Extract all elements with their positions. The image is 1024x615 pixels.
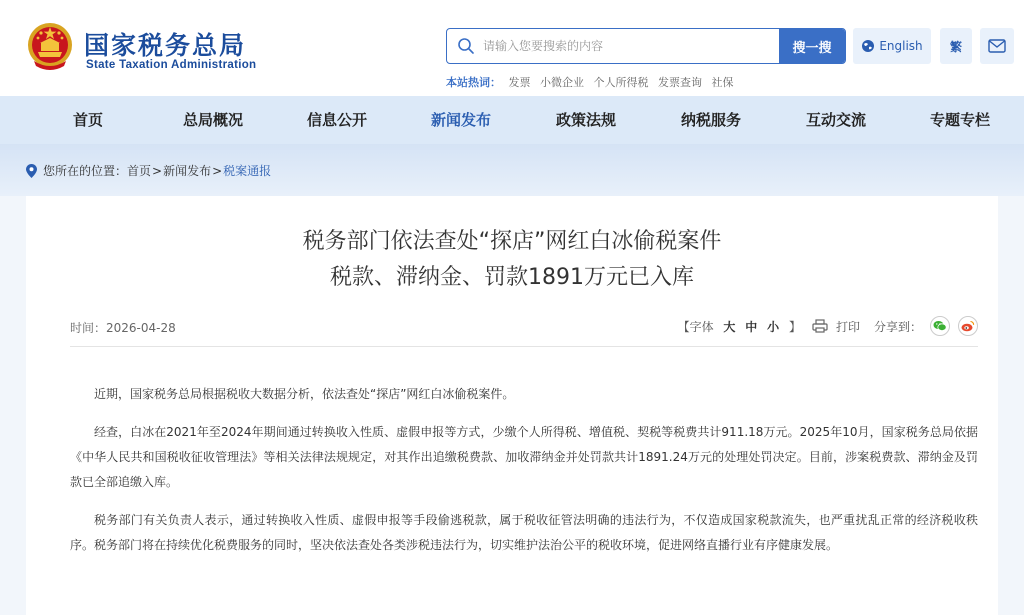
article-title-line1: 税务部门依法查处“探店”网红白冰偷税案件 [302,229,722,254]
breadcrumb [26,162,271,179]
article-title [26,224,998,296]
hot-keyword-link[interactable]: 发票 [508,76,531,89]
search-button[interactable]: 搜一搜 [779,29,845,63]
hot-keyword-link[interactable]: 发票查询 [658,76,702,89]
article-paragraph: 税务部门有关负责人表示，通过转换收入性质、虚假申报等手段偷逃税款，属于税收征管法明确的违法行为，不仅造成国家税款流失，也严重扰乱正常的经济税收秩序。税务部门将在持续优化税费服务的同时，坚决依法查处各类涉税违法行为，切实维护法治公平的税收环境，促进网络直播行业有序健康发展。 [70,513,978,552]
hot-keyword-link[interactable]: 社保 [711,76,734,89]
publish-time-label: 时间： [70,321,107,335]
font-size-label: 【字体 [677,319,714,334]
search-input[interactable] [483,29,777,63]
site-name-english[interactable]: State Taxation Administration [86,59,257,71]
hot-keyword-link[interactable]: 个人所得税 [593,76,649,89]
nav-item-overview[interactable]: 总局概况 [182,111,243,129]
publish-time [70,319,176,336]
font-medium-button[interactable]: 中 [745,319,758,334]
mail-button[interactable] [980,28,1014,64]
globe-icon [861,39,875,53]
nav-item-news[interactable]: 新闻发布 [430,111,491,129]
breadcrumb-news[interactable]: 新闻发布 [163,164,212,178]
article-meta [70,316,978,336]
share-wechat-button[interactable] [930,316,950,336]
english-version-button[interactable] [853,28,931,64]
print-button[interactable]: 打印 [835,319,860,334]
share-weibo-button[interactable] [958,316,978,336]
breadcrumb-separator: > [152,163,163,178]
font-size-control [675,318,804,335]
meta-divider [70,346,978,347]
english-label: English [879,39,923,53]
search-icon [457,37,475,55]
article-tools [675,316,978,336]
nav-item-interaction[interactable]: 互动交流 [805,111,866,129]
article-paragraph: 近期，国家税务总局根据税收大数据分析，依法查处“探店”网红白冰偷税案件。 [94,387,515,401]
nav-item-tax-service[interactable]: 纳税服务 [680,111,741,129]
hot-keywords-label: 本站热词： [446,76,501,89]
breadcrumb-bar [0,144,1024,196]
article-body [70,382,978,571]
hot-keyword-link[interactable]: 小微企业 [540,76,584,89]
nav-item-special-topics[interactable]: 专题专栏 [929,111,990,129]
breadcrumb-home[interactable]: 首页 [127,164,152,178]
weibo-icon [961,320,975,332]
font-size-bracket: 】 [788,319,801,334]
hot-keywords [446,74,740,90]
share-label: 分享到： [873,319,922,334]
nav-item-policies[interactable]: 政策法规 [555,111,616,129]
breadcrumb-separator: > [212,163,223,178]
nav-item-home[interactable]: 首页 [72,111,103,129]
wechat-icon [933,320,947,332]
font-small-button[interactable]: 小 [767,319,780,334]
search-box [446,28,846,64]
site-header [0,0,1024,96]
article-paragraph: 经查，白冰在2021年至2024年期间通过转换收入性质、虚假申报等方式，少缴个人所得税、增值税、契税等税费共计911.18万元。2025年10月，国家税务总局依据《中华人民共和国税收征收管理法》等相关法律法规规定，对其作出追缴税费款、加收滞纳金并处罚款共计1891.24万元的处理处罚决定。目前，涉案税费款、滞纳金及罚款已全部追缴入库。 [70,425,978,489]
printer-icon[interactable] [812,319,828,333]
mail-icon [988,39,1006,53]
font-large-button[interactable]: 大 [723,319,736,334]
breadcrumb-current[interactable]: 税案通报 [223,164,272,178]
site-name[interactable]: 国家税务总局 [84,31,247,60]
traditional-chinese-button[interactable]: 繁 [940,28,972,64]
main-navigation [0,96,1024,144]
article-title-line2: 税款、滞纳金、罚款1891万元已入库 [330,265,694,290]
national-emblem-icon[interactable] [26,19,74,73]
publish-time-value: 2026-04-28 [106,321,176,335]
breadcrumb-prefix: 您所在的位置： [43,164,128,178]
nav-item-info-disclosure[interactable]: 信息公开 [306,111,367,129]
location-pin-icon [26,164,37,178]
article-panel [26,196,998,615]
